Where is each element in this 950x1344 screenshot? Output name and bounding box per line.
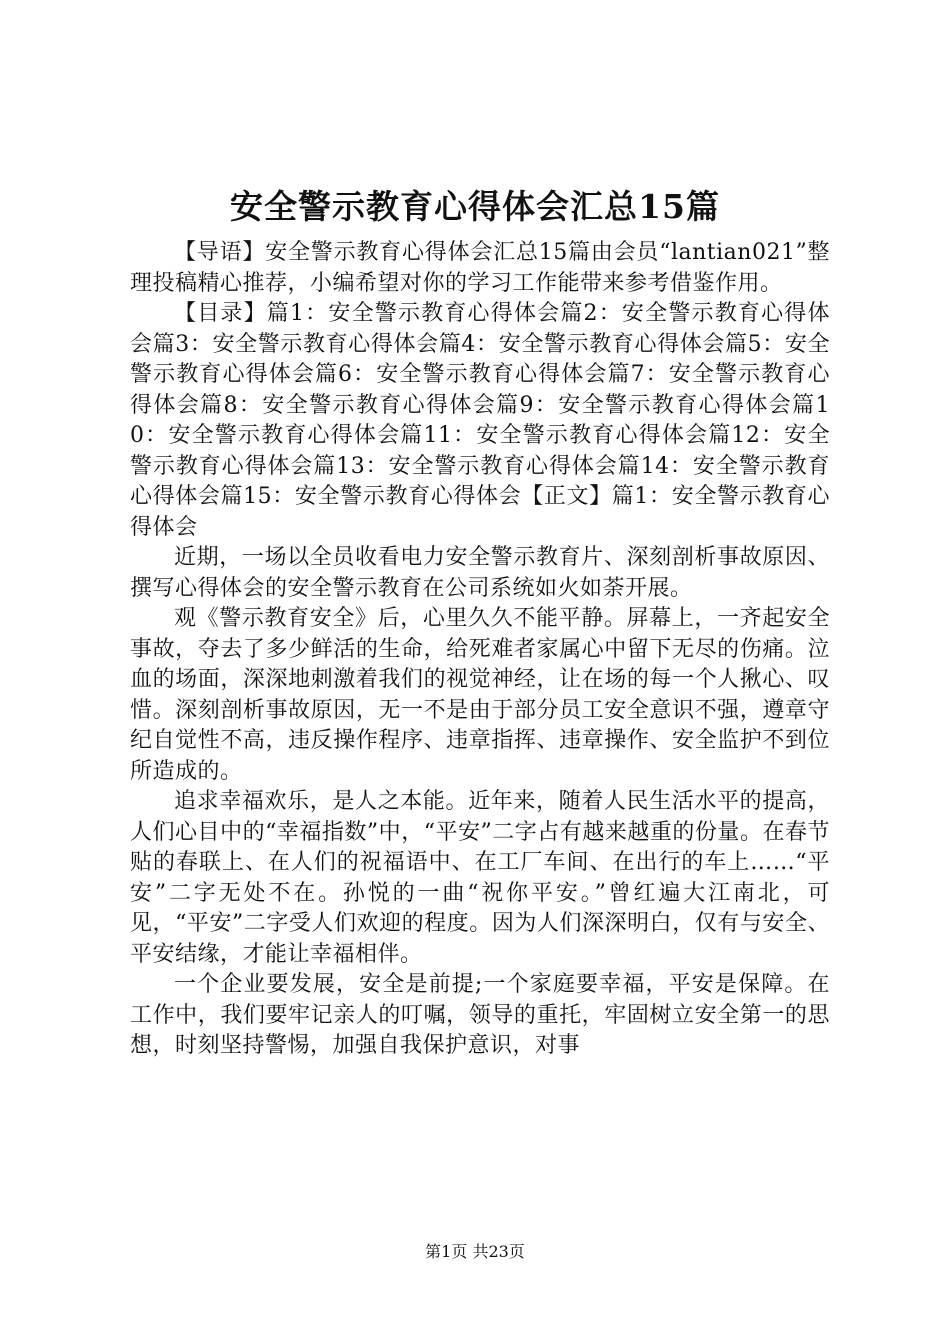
body-paragraph: 近期，一场以全员收看电力安全警示教育片、深刻剖析事故原因、撰写心得体会的安全警示教育在公司系统如火如荼开展。 [130,545,830,601]
toc-paragraph: 【目录】篇1：安全警示教育心得体会篇2：安全警示教育心得体会篇3：安全警示教育心得体会篇4：安全警示教育心得体会篇5：安全警示教育心得体会篇6：安全警示教育心得体会篇7：安全警示教育心得体会篇8：安全警示教育心得体会篇9：安全警示教育心得体会篇10：安全警示教育心得体会篇11：安全警示教育心得体会篇12：安全警示教育心得体会篇13：安全警示教育心得体会篇14：安全警示教育心得体会篇15：安全警示教育心得体会【正文】篇1：安全警示教育心得体会 [130,301,830,540]
page-number-footer: 第1页 共23页 [425,1242,525,1261]
document-body [130,238,830,1062]
intro-paragraph: 【导语】安全警示教育心得体会汇总15篇由会员“lantian021”整理投稿精心推荐，小编希望对你的学习工作能带来参考借鉴作用。 [130,240,830,296]
body-paragraph: 一个企业要发展，安全是前提;一个家庭要幸福，平安是保障。在工作中，我们要牢记亲人的叮嘱，领导的重托，牢固树立安全第一的思想，时刻坚持警惕，加强自我保护意识，对事 [130,972,830,1058]
body-paragraph: 追求幸福欢乐，是人之本能。近年来，随着人民生活水平的提高，人们心目中的“幸福指数”中，“平安”二字占有越来越重的份量。在春节贴的春联上、在人们的祝福语中、在工厂车间、在出行的车上……“平安”二字无处不在。孙悦的一曲“祝你平安。”曾红遍大江南北，可见，“平安”二字受人们欢迎的程度。因为人们深深明白，仅有与安全、平安结缘，才能让幸福相伴。 [130,789,830,967]
document-title: 安全警示教育心得体会汇总15篇 [230,187,720,226]
body-paragraph: 观《警示教育安全》后，心里久久不能平静。屏幕上，一齐起安全事故，夺去了多少鲜活的生命，给死难者家属心中留下无尽的伤痛。泣血的场面，深深地刺激着我们的视觉神经，让在场的每一个人揪心、叹惜。深刻剖析事故原因，无一不是由于部分员工安全意识不强，遵章守纪自觉性不高，违反操作程序、违章指挥、违章操作、安全监护不到位所造成的。 [130,606,830,784]
